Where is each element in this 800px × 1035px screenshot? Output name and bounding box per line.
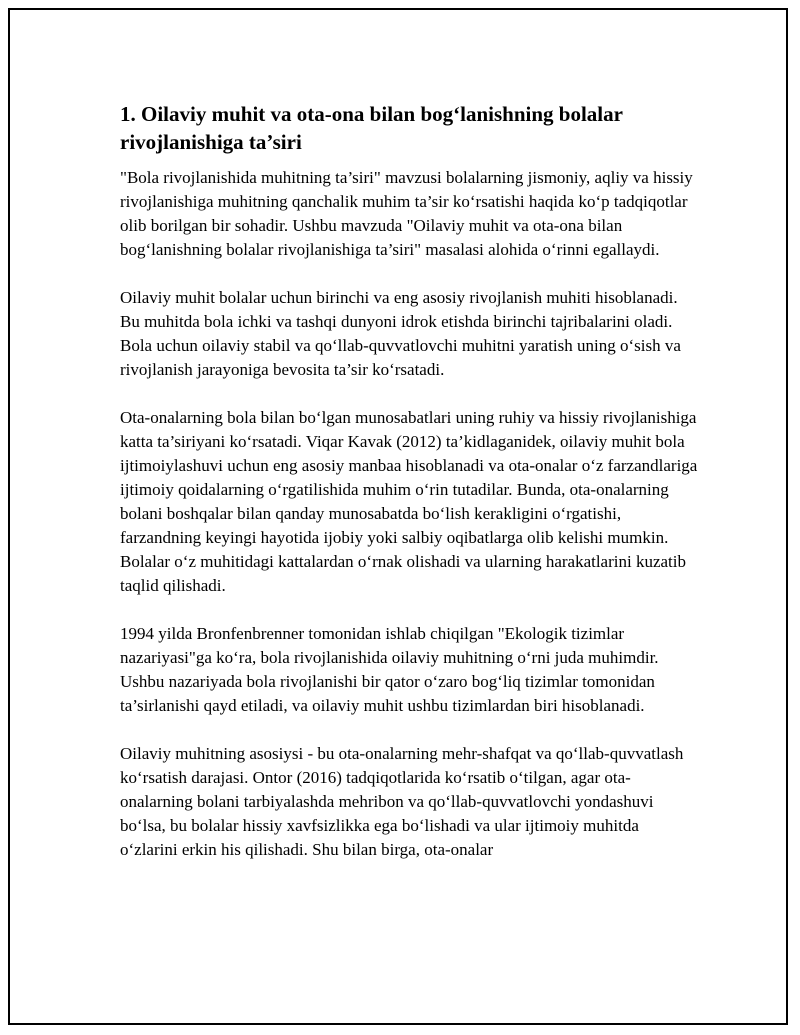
paragraph-1: "Bola rivojlanishida muhitning ta’siri" mavzusi bolalarning jismoniy, aqliy va hissiy rivojlanishiga muhitning qanchalik muhim ta’sir ko‘rsatishi haqida ko‘p tadqiqotlar olib borilgan bir sohadir. Ushbu mavzuda "Oilaviy muhit va ota-ona bilan bog‘lanishning bolalar rivojlanishiga ta’siri" masalasi alohida o‘rinni egallaydi.	[120, 168, 693, 259]
paragraph-5: Oilaviy muhitning asosiysi - bu ota-onalarning mehr-shafqat va qo‘llab-quvvatlash ko‘rsatish darajasi. Ontor (2016) tadqiqotlarida ko‘rsatib o‘tilgan, agar ota-onalarning bolani tarbiyalashda mehribon va qo‘llab-quvvatlovchi yondashuvi bo‘lsa, bu bolalar hissiy xavfsizlikka ega bo‘lishadi va ular ijtimoiy muhitda o‘zlarini erkin his qilishadi. Shu bilan birga, ota-onalar	[120, 744, 684, 859]
document-page	[8, 8, 788, 1025]
section-heading: 1. Oilaviy muhit va ota-ona bilan bog‘lanishning bolalar rivojlanishiga ta’siri	[120, 102, 623, 154]
paragraph-4: 1994 yilda Bronfenbrenner tomonidan ishlab chiqilgan "Ekologik tizimlar nazariyasi"ga ko‘ra, bola rivojlanishida oilaviy muhitning o‘rni juda muhimdir. Ushbu nazariyada bola rivojlanishi bir qator o‘zaro bog‘liq tizimlar tomonidan ta’sirlanishi qayd etiladi, va oilaviy muhit ushbu tizimlardan biri hisoblanadi.	[120, 624, 659, 715]
paragraph-2: Oilaviy muhit bolalar uchun birinchi va eng asosiy rivojlanish muhiti hisoblanadi. Bu muhitda bola ichki va tashqi dunyoni idrok etishda birinchi tajribalarini oladi. Bola uchun oilaviy stabil va qo‘llab-quvvatlovchi muhitni yaratish uning o‘sish va rivojlanish jarayoniga bevosita ta’sir ko‘rsatadi.	[120, 288, 681, 379]
paragraph-3: Ota-onalarning bola bilan bo‘lgan munosabatlari uning ruhiy va hissiy rivojlanishiga katta ta’siriyani ko‘rsatadi. Viqar Kavak (2012) ta’kidlaganidek, oilaviy muhit bola ijtimoiylashuvi uchun eng asosiy manbaa hisoblanadi va ota-onalar o‘z farzandlariga ijtimoiy qoidalarning o‘rgatilishida muhim o‘rin tutadilar. Bunda, ota-onalarning bolani boshqalar bilan qanday munosabatda bo‘lish kerakligini o‘rgatishi, farzandning keyingi hayotida ijobiy yoki salbiy oqibatlarga olib kelishi mumkin. Bolalar o‘z muhitidagi kattalardan o‘rnak olishadi va ularning harakatlarini kuzatib taqlid qilishadi.	[120, 408, 698, 595]
document-body	[120, 100, 700, 886]
